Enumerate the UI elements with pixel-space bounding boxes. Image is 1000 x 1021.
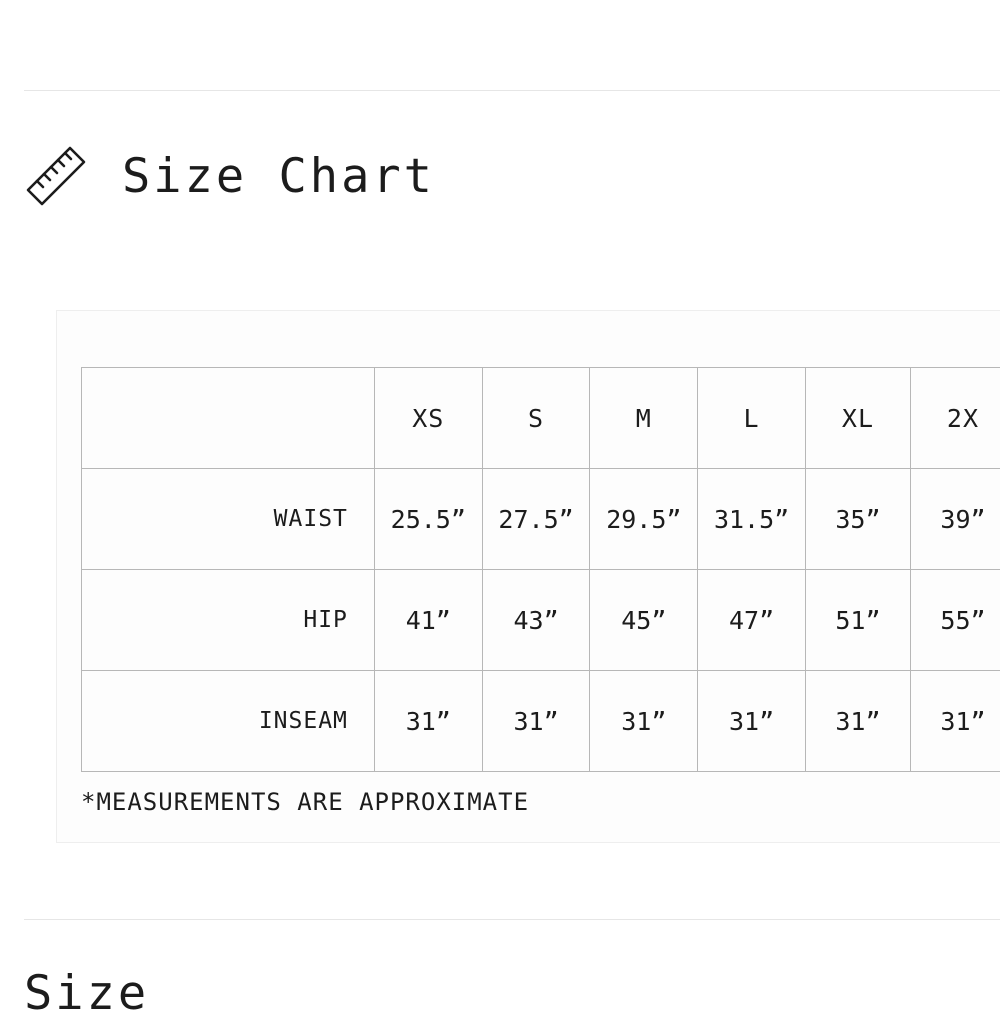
cell-hip-xl: 51” <box>805 570 910 671</box>
table-header-l: L <box>698 368 806 469</box>
cell-hip-s: 43” <box>482 570 590 671</box>
cell-inseam-s: 31” <box>482 671 590 772</box>
table-header-xs: XS <box>374 368 482 469</box>
table-header-s: S <box>482 368 590 469</box>
cell-waist-xs: 25.5” <box>374 469 482 570</box>
table-header-2x: 2X <box>910 368 1000 469</box>
ruler-icon <box>24 144 88 208</box>
table-row <box>82 469 1000 570</box>
cell-waist-xl: 35” <box>805 469 910 570</box>
cell-waist-l: 31.5” <box>698 469 806 570</box>
table-corner-cell <box>82 368 375 469</box>
table-row <box>82 671 1000 772</box>
page-title: Size Chart <box>122 149 435 204</box>
size-chart-table <box>81 367 1000 772</box>
cell-hip-m: 45” <box>590 570 698 671</box>
measurements-footnote: *MEASUREMENTS ARE APPROXIMATE <box>81 788 1000 842</box>
cell-hip-xs: 41” <box>374 570 482 671</box>
row-label-inseam: INSEAM <box>82 671 375 772</box>
table-row <box>82 570 1000 671</box>
size-chart-header <box>24 136 435 216</box>
next-section-title: Size <box>24 966 149 1021</box>
table-header-xl: XL <box>805 368 910 469</box>
bottom-divider <box>24 919 1000 920</box>
cell-inseam-l: 31” <box>698 671 806 772</box>
table-header-row <box>82 368 1000 469</box>
cell-waist-2x: 39” <box>910 469 1000 570</box>
cell-inseam-2x: 31” <box>910 671 1000 772</box>
cell-hip-2x: 55” <box>910 570 1000 671</box>
cell-inseam-xs: 31” <box>374 671 482 772</box>
cell-inseam-m: 31” <box>590 671 698 772</box>
row-label-hip: HIP <box>82 570 375 671</box>
cell-hip-l: 47” <box>698 570 806 671</box>
cell-waist-m: 29.5” <box>590 469 698 570</box>
cell-waist-s: 27.5” <box>482 469 590 570</box>
row-label-waist: WAIST <box>82 469 375 570</box>
size-chart-card <box>56 310 1000 843</box>
table-header-m: M <box>590 368 698 469</box>
top-divider <box>24 90 1000 91</box>
cell-inseam-xl: 31” <box>805 671 910 772</box>
